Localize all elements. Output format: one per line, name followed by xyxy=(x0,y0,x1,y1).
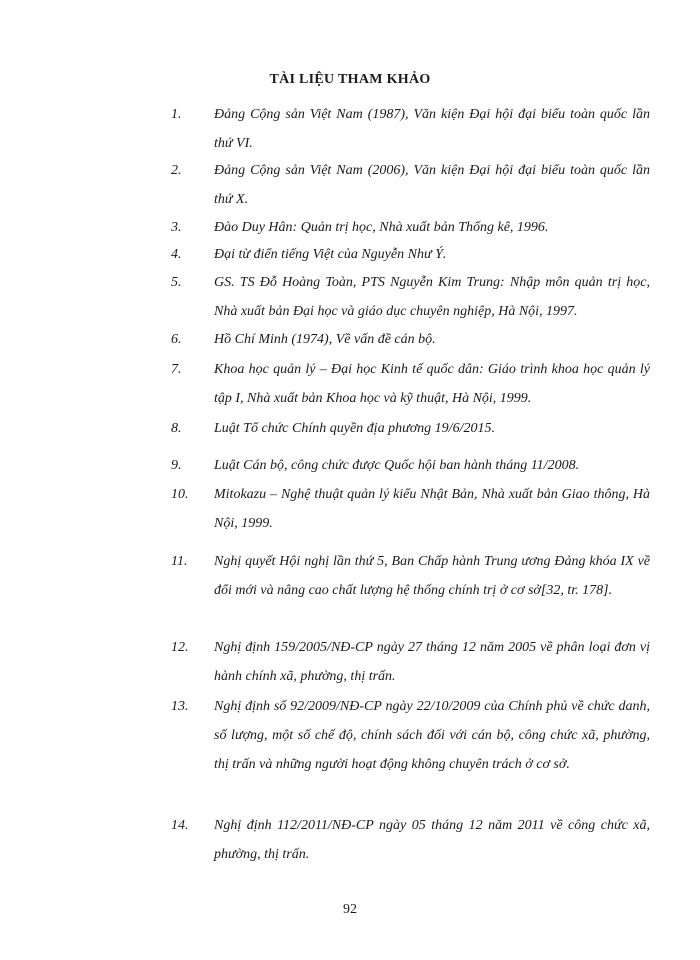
reference-number: 4. xyxy=(171,247,182,262)
reference-text: Đảng Cộng sản Việt Nam (1987), Văn kiện Đại hội đại biểu toàn quốc lần thứ VI. xyxy=(214,107,650,151)
reference-text: Đại từ điển tiếng Việt của Nguyễn Như Ý. xyxy=(214,247,447,262)
reference-number: 8. xyxy=(171,421,182,436)
reference-number: 1. xyxy=(171,107,182,122)
reference-number: 7. xyxy=(171,362,182,377)
reference-number: 10. xyxy=(171,487,189,502)
reference-text: Nghị định số 92/2009/NĐ-CP ngày 22/10/2009 của Chính phủ về chức danh, số lượng, một số chế độ, chính sách đối với cán bộ, công chức xã, phường, thị trấn và những người hoạt động không chuyên trách ở cơ sở. xyxy=(214,699,650,772)
reference-number: 6. xyxy=(171,332,182,347)
reference-text: Đảng Cộng sản Việt Nam (2006), Văn kiện Đại hội đại biểu toàn quốc lần thứ X. xyxy=(214,163,650,207)
reference-text: Luật Tổ chức Chính quyền địa phương 19/6/2015. xyxy=(214,421,495,436)
reference-text: GS. TS Đỗ Hoàng Toàn, PTS Nguyễn Kim Trung: Nhập môn quản trị học, Nhà xuất bản Đại học và giáo dục chuyên nghiệp, Hà Nội, 1997. xyxy=(214,275,650,319)
reference-text: Luật Cán bộ, công chức được Quốc hội ban hành tháng 11/2008. xyxy=(214,458,580,473)
reference-number: 11. xyxy=(171,554,188,569)
reference-number: 3. xyxy=(171,220,182,235)
reference-number: 9. xyxy=(171,458,182,473)
reference-number: 13. xyxy=(171,699,189,714)
reference-text: Đào Duy Hân: Quản trị học, Nhà xuất bản Thống kê, 1996. xyxy=(214,220,549,235)
reference-text: Khoa học quản lý – Đại học Kinh tế quốc dân: Giáo trình khoa học quản lý tập I, Nhà xuất bản Khoa học và kỹ thuật, Hà Nội, 1999. xyxy=(214,362,650,406)
reference-text: Mitokazu – Nghệ thuật quản lý kiểu Nhật Bản, Nhà xuất bản Giao thông, Hà Nội, 1999. xyxy=(214,487,650,531)
reference-text: Hồ Chí Minh (1974), Về vấn đề cán bộ. xyxy=(214,332,436,347)
page-title: TÀI LIỆU THAM KHẢO xyxy=(269,72,431,87)
reference-text: Nghị định 112/2011/NĐ-CP ngày 05 tháng 12 năm 2011 về công chức xã, phường, thị trấn. xyxy=(214,818,650,862)
reference-number: 5. xyxy=(171,275,182,290)
reference-number: 14. xyxy=(171,818,189,833)
reference-text: Nghị quyết Hội nghị lần thứ 5, Ban Chấp hành Trung ương Đảng khóa IX về đổi mới và nâng cao chất lượng hệ thống chính trị ở cơ sở[32, tr. 178]. xyxy=(214,554,650,598)
reference-number: 12. xyxy=(171,640,189,655)
page-number: 92 xyxy=(343,902,357,917)
reference-number: 2. xyxy=(171,163,182,178)
reference-text: Nghị định 159/2005/NĐ-CP ngày 27 tháng 12 năm 2005 về phân loại đơn vị hành chính xã, phường, thị trấn. xyxy=(214,640,650,684)
